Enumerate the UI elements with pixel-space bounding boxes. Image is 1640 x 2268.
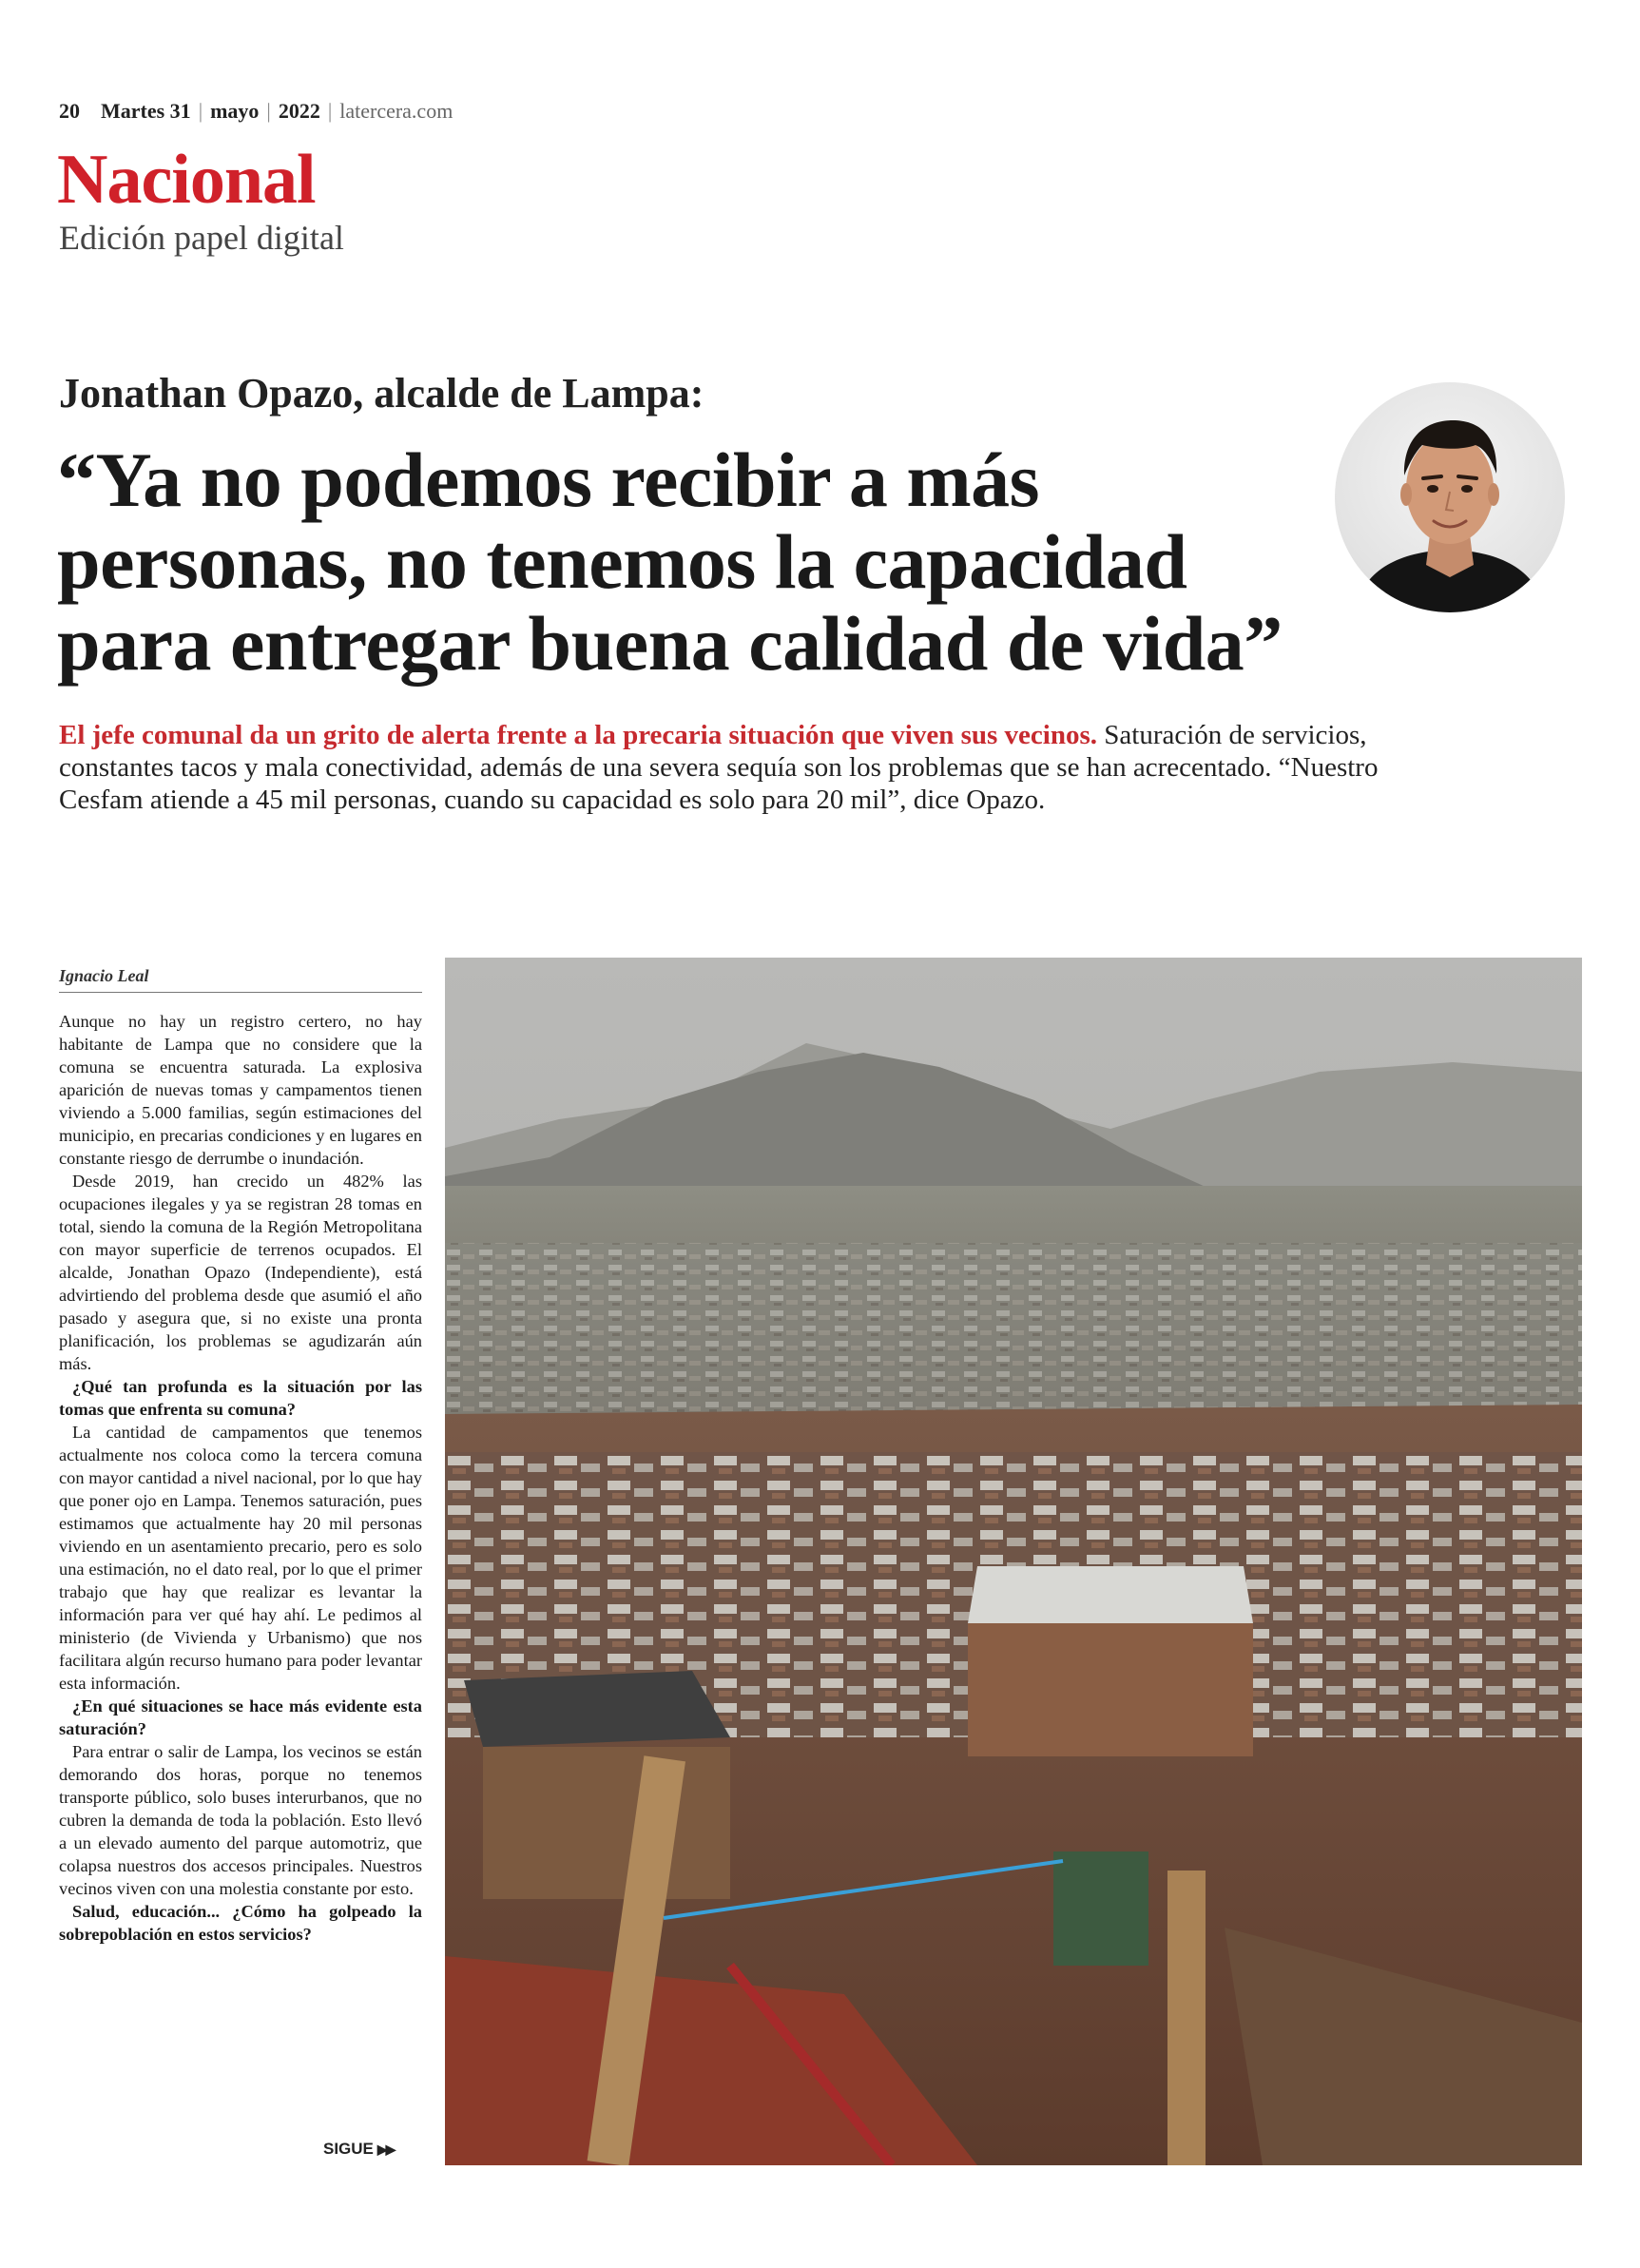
author-byline: Ignacio Leal [59, 966, 422, 993]
headline-line: para entregar buena calidad de vida” [57, 600, 1283, 687]
lede-highlight: El jefe comunal da un grito de alerta frente a la precaria situación que viven sus vecinos. [59, 720, 1098, 750]
article-headline [57, 436, 1293, 687]
page-number: 20 [59, 99, 80, 123]
body-paragraph: Aunque no hay un registro certero, no hay habitante de Lampa que no considere que la comuna se encuentra saturada. La explosiva aparición de nuevas tomas y campamentos tienen viviendo a 5.000 familias, según estimaciones del municipio, en precarias condiciones y en lugares en constante riesgo de derrumbe o inundación. [59, 1012, 422, 1168]
separator: | [327, 99, 333, 123]
edition-subtitle: Edición papel digital [59, 219, 344, 257]
interview-question: ¿En qué situaciones se hace más evidente esta saturación? [59, 1696, 422, 1738]
interview-question: Salud, educación... ¿Cómo ha golpeado la sobrepoblación en estos servicios? [59, 1902, 422, 1944]
separator: | [266, 99, 271, 123]
continue-marker[interactable] [323, 2140, 394, 2159]
body-paragraph: La cantidad de campamentos que tenemos actualmente nos coloca como la tercera comuna con mayor cantidad a nivel nacional, por lo que hay que poner ojo en Lampa. Tenemos saturación, pues estimamos que actualmente hay 20 mil personas viviendo en un asentamiento precario, pero es solo una estimación, no el dato real, por lo que el primer trabajo que hay que realizar es levantar la información para ver qué hay ahí. Le pedimos al ministerio (de Vivienda y Urbanismo) que nos facilitara algún recurso humano para poder levantar esta información. [59, 1423, 422, 1693]
headline-line: “Ya no podemos recibir a más [57, 436, 1040, 523]
section-title: Nacional [57, 141, 316, 219]
article-body [59, 1010, 422, 1946]
date-year: 2022 [278, 99, 320, 123]
page-header [59, 99, 453, 124]
site-link[interactable]: latercera.com [339, 99, 453, 123]
date-month: mayo [210, 99, 260, 123]
article-photo [445, 958, 1582, 2165]
body-paragraph: Para entrar o salir de Lampa, los vecinos se están demorando dos horas, porque no tenemos transporte público, solo buses interurbanos, que no cubren la demanda de toda la población. Esto llevó a un elevado aumento del parque automotriz, que colapsa nuestros dos accesos principales. Nuestros vecinos viven con una molestia constante por esto. [59, 1742, 422, 1898]
lede-text: Saturación de servicios, constantes tacos y mala conectividad, además de una severa sequía son los problemas que se han acrecentado. “Nuestro Cesfam atiende a 45 mil personas, cuando su capacidad es solo para 20 mil”, dice Opazo. [59, 720, 1379, 815]
article-kicker: Jonathan Opazo, alcalde de Lampa: [59, 370, 704, 417]
separator: | [198, 99, 203, 123]
continue-arrows-icon: ▶▶ [376, 2142, 395, 2157]
interview-question: ¿Qué tan profunda es la situación por las tomas que enfrenta su comuna? [59, 1377, 422, 1419]
interviewee-portrait [1335, 382, 1565, 612]
body-paragraph: Desde 2019, han crecido un 482% las ocupaciones ilegales y ya se registran 28 tomas en total, siendo la comuna de la Región Metropolitana con mayor superficie de terrenos ocupados. El alcalde, Jonathan Opazo (Independiente), está advirtiendo del problema desde que asumió el año pasado y asegura que, si no existe una pronta planificación, los problemas se agudizarán aún más. [59, 1172, 422, 1373]
date-day: Martes 31 [101, 99, 191, 123]
continue-label: SIGUE [323, 2140, 374, 2158]
article-lede [59, 719, 1437, 816]
hillside-settlement-photo [445, 958, 1582, 2165]
headline-line: personas, no tenemos la capacidad [57, 518, 1187, 605]
portrait-illustration [1335, 382, 1565, 612]
